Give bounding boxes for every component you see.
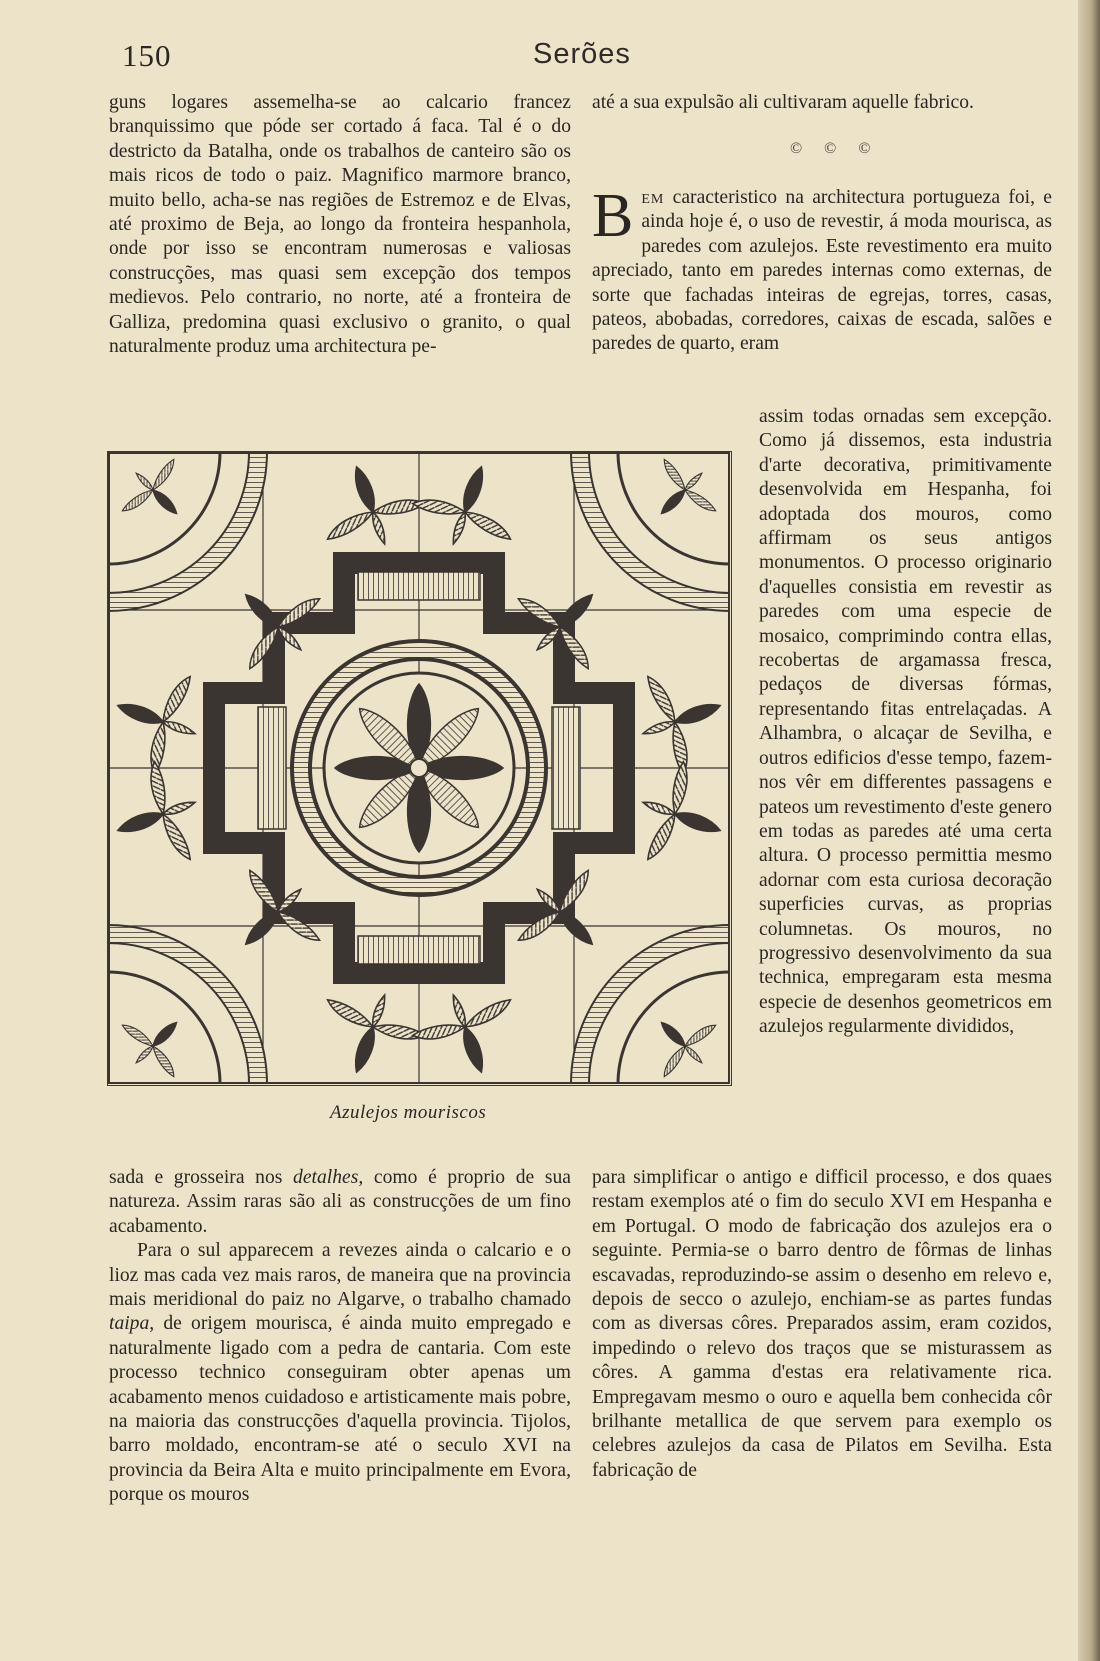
fleuron-motif [308,452,434,562]
text-run: Para o sul apparecem a revezes ainda o calcario e o lioz mas cada vez mais raros, de maneira que na provincia mais meridional do paiz no Algarve, o trabalho chamado [109,1240,571,1311]
corner-arc-hatch [580,452,730,602]
fleuron-leaf [555,907,596,948]
fleuron-leaf [122,484,155,517]
fleuron-motif [636,452,728,539]
rosette-center [410,759,428,777]
fleuron-leaf [241,907,282,948]
fleuron-leaf [658,459,691,492]
fleuron-leaf [116,808,166,837]
left-column-bottom-text [109,1166,571,1508]
fleuron-motif [110,452,202,539]
azulejo-tile-drawing [108,452,730,1084]
paragraph: assim todas ornadas sem excepção. Como já dissemos, esta industria d'arte decorativa, primitivamente desenvolvida em Hespanha, foi adoptada dos mouros, como affirmam os seus antigos monumentos. O processo originario d'aquelles consistia em revestir as paredes com uma especie de mosaico, comprimindo contra ellas, recobertas de argamassa fresca, pedaços de diversas fórmas, representando fitas entrelaçadas. A Alhambra, o alcaçar de Sevilha, e outros edificios d'esse tempo, fazem-nos vêr em differentes passagens e pateos um revestimento d'este genero em todas as paredes até uma certa altura. O processo permittia mesmo adornar com esta curiosa decoração superficies curvas, as proprias columnetas. Os mouros, no progressivo desenvolvimento da sua technica, empregaram esta mesma especie de desenhos geometricos em azulejos regularmente divididos, [759,406,1052,1038]
fleuron-leaf [150,487,180,517]
fleuron-motif [636,997,728,1084]
fleuron-leaf [369,994,388,1029]
page-edge [1078,0,1100,1661]
fleuron-motif [405,452,531,562]
paragraph [592,182,1052,357]
fleuron-leaf [673,808,723,837]
fleuron-leaf [122,1019,155,1052]
right-column-bottom-text [592,1166,1052,1483]
fleuron-leaf [658,1019,688,1049]
fleuron-leaf [161,810,192,864]
fleuron-leaf [646,810,677,864]
paragraph [109,1239,571,1507]
corner-arc-hatch [580,934,730,1084]
corner-arc-hatch [108,934,258,1084]
hatched-panel [358,572,480,600]
right-column-section-start [592,182,1052,357]
figure-caption: Azulejos mouriscos [330,1102,487,1123]
paragraph: guns logares assemelha-se ao calcario francez branquissimo que póde ser cortado á faca. Tal é o do destricto da Batalha, onde os trabalhos de canteiro são os mais ricos de todo o paiz. Magnifico marmore branco, muito bello, acha-se nas regiões de Estremoz e de Elvas, até proximo de Beja, ao longo da fronteira hespanhola, onde por isso se encontram numerosas e valiosas construcções, mas quasi sem excepção dos tempos medievos. Pelo contrario, no norte, até a fronteira de Galliza, predomina quasi exclusivo o granito, o qual naturalmente produz uma architectura pe- [109,92,571,358]
fleuron-leaf [350,465,379,515]
italic-term: taipa [109,1313,150,1335]
fleuron-leaf [161,672,192,726]
page-number: 150 [122,38,172,73]
fleuron-leaf [350,1025,379,1075]
fleuron-leaf [684,484,717,517]
fleuron-leaf [658,487,688,517]
fleuron-leaf [683,1044,704,1065]
paragraph: para simplificar o antigo e difficil processo, e dos quaes restam exemplos até o fim do seculo XVI em Hespanha e em Portugal. O modo de fabricação dos azulejos era o seguinte. Permia-se o barro dentro de fôrmas de linhas escavadas, reproduzindo-se assim o desenho em relevo e, depois de secco o azulejo, enchiam-se as partes fundas com as diversas côres. Preparados assim, eram cozidos, impedindo o relevo dos traços que se misturassem as côres. A gamma d'estas era relativamente rica. Empregavam mesmo o ouro e aquella bem conhecida côr brilhante metallica de que servem para exemplo os celebres azulejos da casa de Pilatos em Sevilha. Esta fabricação de [592,1167,1052,1481]
fleuron-leaf [369,511,388,546]
fleuron-leaf [646,672,677,726]
fleuron-leaf [459,465,488,515]
fleuron-leaf [241,590,282,631]
fleuron-motif [625,657,730,783]
hatched-panel [258,707,286,829]
fleuron-leaf [323,510,377,541]
fleuron-leaf [642,799,677,818]
fleuron-leaf [162,799,197,818]
fleuron-leaf [683,471,704,492]
fleuron-motif [308,977,434,1084]
text-run: , como é proprio de sua natureza. Assim raras são ali as construcções de um fino acabamento. [109,1167,571,1237]
fleuron-leaf [147,1045,180,1078]
hatched-panel [552,707,580,829]
fleuron-leaf [461,998,515,1029]
fleuron-motif [405,977,531,1084]
right-column-narrow-text [759,405,1052,1040]
text-run: caracteristico na architectura portugueza foi, e ainda hoje é, o uso de revestir, á moda mourisca, as paredes com azulejos. Este revestimento era muito apreciado, tanto em paredes internas como externas, de sorte que fachadas inteiras de egrejas, torres, casas, pateos, abobadas, corredores, caixas de escada, salões e paredes de quarto, eram [592,187,1052,355]
fleuron-leaf [323,998,377,1029]
fleuron-leaf [450,994,469,1029]
fleuron-leaf [658,1045,691,1078]
drop-cap: B [592,182,634,250]
text-run: sada e grosseira nos [109,1167,294,1188]
page-header [0,38,1100,78]
fleuron-motif [108,754,213,880]
fleuron-leaf [642,718,677,737]
fleuron-leaf [412,1016,466,1047]
right-column-top-text [592,91,1052,115]
fleuron-leaf [664,761,695,815]
small-caps-word: em [641,187,665,208]
fleuron-leaf [461,510,515,541]
fleuron-leaf [116,699,166,728]
hatched-panel [358,936,480,964]
paragraph [109,1166,571,1239]
fleuron-leaf [412,492,466,523]
fleuron-motif [625,754,730,880]
fleuron-leaf [143,761,174,815]
italic-term: detalhes [293,1167,359,1188]
fleuron-leaf [555,590,596,631]
fleuron-leaf [684,1019,717,1052]
fleuron-leaf [134,471,155,492]
fleuron-leaf [459,1025,488,1075]
section-ornament: © © © [790,140,880,157]
paragraph: até a sua expulsão ali cultivaram aquelle fabrico. [592,92,974,113]
azulejos-illustration [107,451,732,1086]
fleuron-leaf [150,1019,180,1049]
fleuron-leaf [134,1044,155,1065]
fleuron-leaf [673,699,723,728]
fleuron-leaf [147,459,180,492]
fleuron-leaf [450,511,469,546]
fleuron-motif [108,657,213,783]
text-run: , de origem mourisca, é ainda muito empregado e naturalmente ligado com a pedra de cantaria. Com este processo technico conseguiram obter apenas um acabamento menos cuidadoso e artisticamente mais pobre, na maioria das construcções d'aquella provincia. Tijolos, barro moldado, encontram-se até o seculo XVI na provincia da Beira Alta e muito principalmente em Evora, porque os mouros [109,1313,571,1506]
fleuron-motif [110,997,202,1084]
running-title: Serões [533,38,631,70]
left-column-top-text [109,91,571,359]
fleuron-leaf [162,718,197,737]
corner-arc-hatch [108,452,258,602]
